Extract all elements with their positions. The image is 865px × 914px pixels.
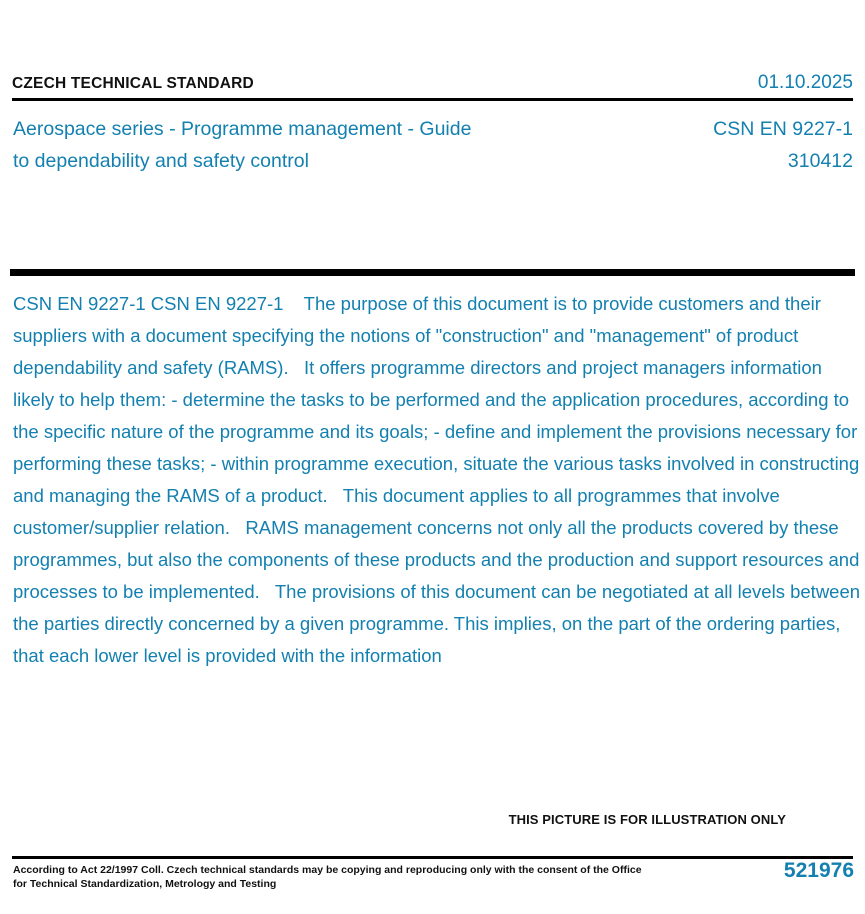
publication-date: 01.10.2025 [757,72,853,93]
header [12,72,853,93]
order-number: 521976 [783,859,854,882]
standard-designation: CSN EN 9227-1 [713,118,853,140]
footer [13,859,854,891]
title-block [13,113,853,177]
standard-title: Aerospace series - Programme management - Guide to dependability and safety control [13,118,472,172]
abstract-divider-rule [10,269,855,276]
illustration-disclaimer: THIS PICTURE IS FOR ILLUSTRATION ONLY [508,812,786,827]
header-divider-rule [12,98,853,101]
standard-catalog-code: 310412 [787,150,853,172]
standard-type-label: CZECH TECHNICAL STANDARD [12,75,254,92]
standard-identifiers [713,113,853,177]
copyright-disclaimer: According to Act 22/1997 Coll. Czech technical standards may be copying and reproducing only with the consent of the Office for Technical Standardization, Metrology and Testing [13,864,642,890]
abstract-text: CSN EN 9227-1 CSN EN 9227-1 The purpose of this document is to provide customers and their suppliers with a document specifying the notions of "construction" and "management" of product dependability and safety (RAMS). It offers programme directors and project managers information likely to help them: - determine the tasks to be performed and the application procedures, according to the specific nature of the programme and its goals; - define and implement the provisions necessary for performing these tasks; - within programme execution, situate the various tasks involved in constructing and managing the RAMS of a product. This document applies to all programmes that involve customer/supplier relation. RAMS management concerns not only all the products covered by these programmes, but also the components of these products and the production and support resources and processes to be implemented. The provisions of this document can be negotiated at all levels between the parties directly concerned by a given programme. This implies, on the part of the ordering parties, that each lower level is provided with the information [13,293,865,666]
footer-divider-rule [12,856,853,859]
